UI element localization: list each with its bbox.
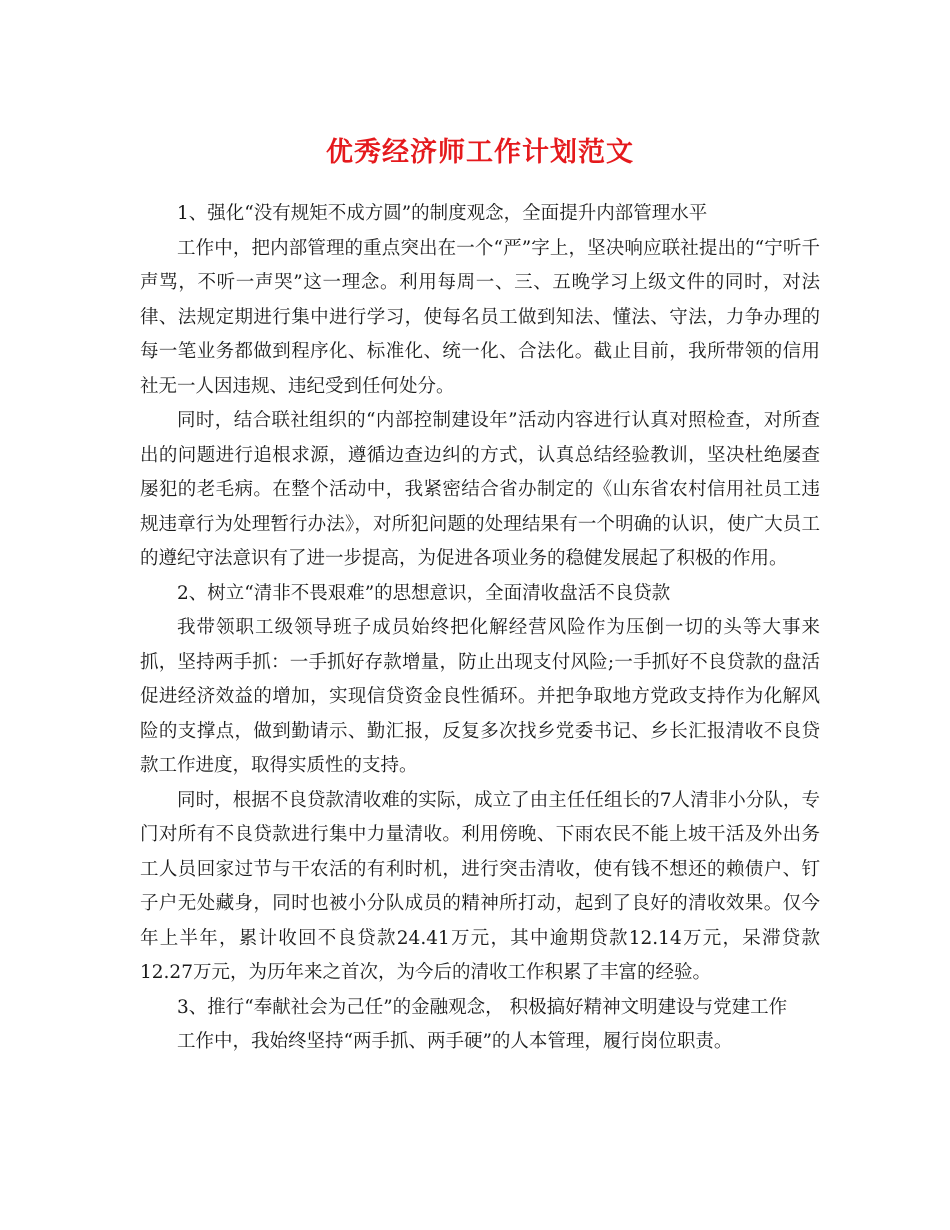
section-heading-3: 3、推行“奉献社会为己任”的金融观念， 积极搞好精神文明建设与党建工作 [177, 996, 788, 1018]
body-paragraph: 同时，结合联社组织的“内部控制建设年”活动内容进行认真对照检查，对所查出的问题进行追根求源，遵循边查边纠的方式，认真总结经验教训，坚决杜绝屡查屡犯的老毛病。在整个活动中，我紧密结合省办制定的《山东省农村信用社员工违规违章行为处理暂行办法》，对所犯问题的处理结果有一个明确的认识，使广大员工的遵纪守法意识有了进一步提高，为促进各项业务的稳健发展起了积极的作用。 [140, 410, 820, 569]
body-paragraph: 我带领职工级领导班子成员始终把化解经营风险作为压倒一切的头等大事来抓，坚持两手抓：一手抓好存款增量，防止出现支付风险;一手抓好不良贷款的盘活促进经济效益的增加，实现信贷资金良性循环。并把争取地方党政支持作为化解风险的支撑点，做到勤请示、勤汇报，反复多次找乡党委书记、乡长汇报清收不良贷款工作进度，取得实质性的支持。 [140, 617, 820, 776]
section-heading-1: 1、强化“没有规矩不成方圆”的制度观念，全面提升内部管理水平 [177, 203, 708, 224]
section-heading-2: 2、树立“清非不畏艰难”的思想意识，全面清收盘活不良贷款 [177, 582, 671, 604]
body-paragraph: 工作中，把内部管理的重点突出在一个“严”字上，坚决响应联社提出的“宁听千声骂，不听一声哭”这一理念。利用每周一、三、五晚学习上级文件的同时，对法律、法规定期进行集中进行学习，使每名员工做到知法、懂法、守法，力争办理的每一笔业务都做到程序化、标准化、统一化、合法化。截止目前，我所带领的信用社无一人因违规、违纪受到任何处分。 [140, 237, 820, 397]
document-body [140, 197, 820, 1060]
body-paragraph: 同时，根据不良贷款清收难的实际，成立了由主任任组长的7人清非小分队，专门对所有不良贷款进行集中力量清收。利用傍晚、下雨农民不能上坡干活及外出务工人员回家过节与干农活的有利时机，进行突击清收，使有钱不想还的赖债户、钉子户无处藏身，同时也被小分队成员的精神所打动，起到了良好的清收效果。仅今年上半年，累计收回不良贷款24.41万元，其中逾期贷款12.14万元，呆滞贷款12.27万元，为历年来之首次，为今后的清收工作积累了丰富的经验。 [140, 789, 820, 983]
body-paragraph: 工作中，我始终坚持“两手抓、两手硬”的人本管理，履行岗位职责。 [177, 1031, 733, 1052]
document-title: 优秀经济师工作计划范文 [326, 137, 634, 168]
